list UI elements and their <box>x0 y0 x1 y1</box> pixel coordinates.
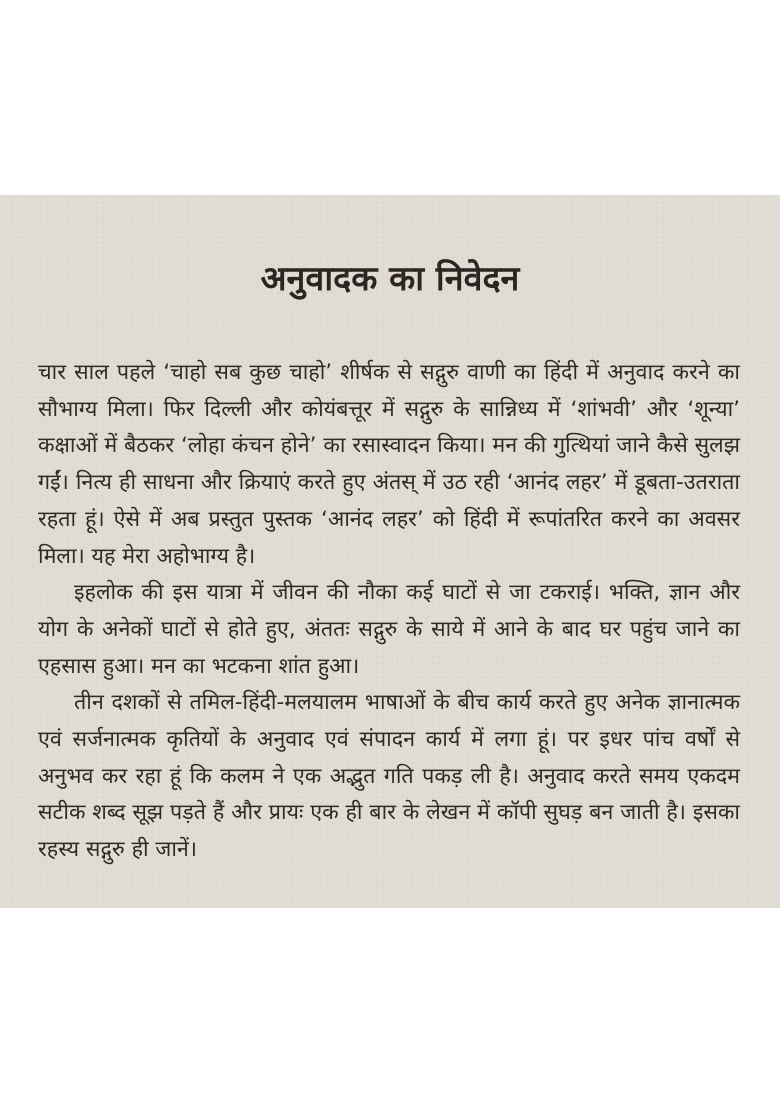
paragraph-2: इहलोक की इस यात्रा में जीवन की नौका कई घाटों से जा टकराई। भक्ति, ज्ञान और योग के अनेकों घाटों से होते हुए, अंततः सद्गुरु के साये में आने के बाद घर पहुंच जाने का एहसास हुआ। मन का भटकना शांत हुआ। <box>38 580 740 679</box>
page-title: अनुवादक का निवेदन <box>260 259 520 299</box>
paragraph-1: चार साल पहले ‘चाहो सब कुछ चाहो’ शीर्षक से सद्गुरु वाणी का हिंदी में अनुवाद करने का सौभाग्य मिला। फिर दिल्ली और कोयंबत्तूर में सद्गुरु के सान्निध्य में ‘शांभवी’ और ‘शून्या’ कक्षाओं में बैठकर ‘लोहा कंचन होने’ का रसास्वादन किया। मन की गुत्थियां जाने कैसे सुलझ गईं। नित्य ही साधना और क्रियाएं करते हुए अंतस् में उठ रही ‘आनंद लहर’ में डूबता-उतराता रहता हूं। ऐसे में अब प्रस्तुत पुस्तक ‘आनंद लहर’ को हिंदी में रूपांतरित करने का अवसर मिला। यह मेरा अहोभाग्य है। <box>38 360 740 569</box>
paragraph-3: तीन दशकों से तमिल-हिंदी-मलयालम भाषाओं के बीच कार्य करते हुए अनेक ज्ञानात्मक एवं सर्जनात्मक कृतियों के अनुवाद एवं संपादन कार्य में लगा हूं। पर इधर पांच वर्षों से अनुभव कर रहा हूं कि कलम ने एक अद्भुत गति पकड़ ली है। अनुवाद करते समय एकदम सटीक शब्द सूझ पड़ते हैं और प्रायः एक ही बार के लेखन में कॉपी सुघड़ बन जाती है। इसका रहस्य सद्गुरु ही जानें। <box>38 690 740 863</box>
book-page <box>0 195 780 908</box>
page-body <box>38 355 740 869</box>
